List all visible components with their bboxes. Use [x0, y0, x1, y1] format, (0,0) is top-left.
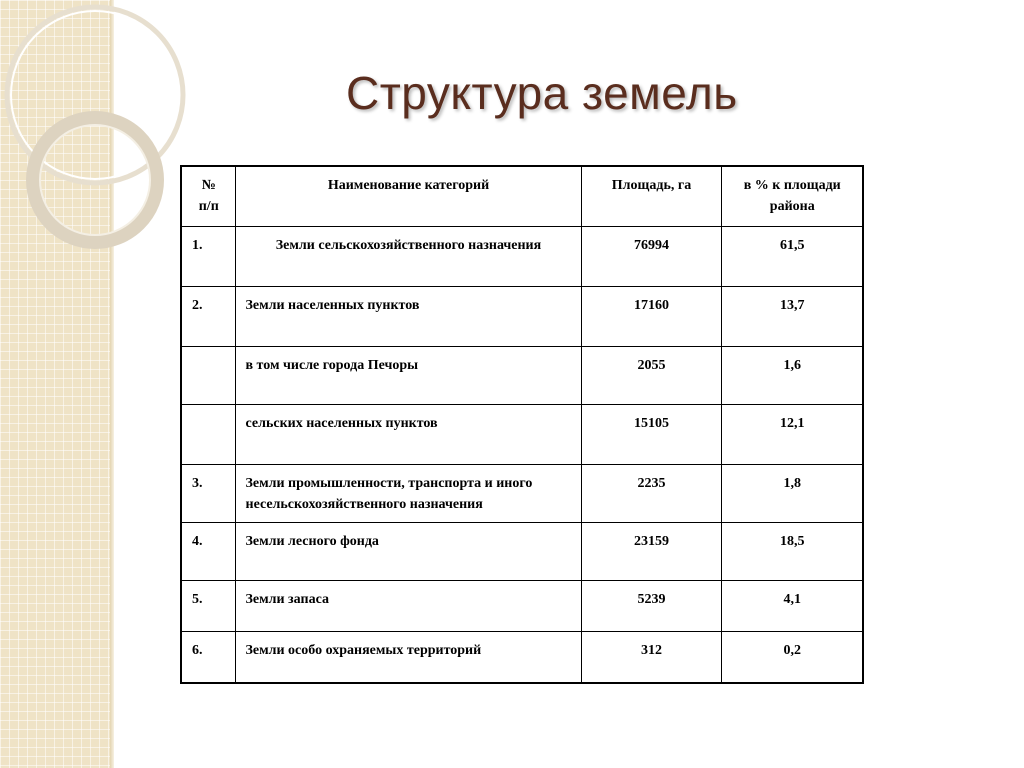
table-row — [181, 581, 863, 632]
table-row — [181, 287, 863, 347]
row-area: 2055 — [581, 347, 721, 405]
row-area: 76994 — [581, 227, 721, 287]
row-area: 2235 — [581, 465, 721, 523]
table-row — [181, 465, 863, 523]
land-structure-table — [180, 165, 864, 684]
row-category-name: Земли населенных пунктов — [235, 287, 581, 347]
row-category-name: Земли запаса — [235, 581, 581, 632]
header-category-name: Наименование категорий — [235, 166, 581, 227]
table-row — [181, 347, 863, 405]
row-category-name: Земли промышленности, транспорта и иного несельскохозяйственного назначения — [235, 465, 581, 523]
row-percent: 18,5 — [721, 523, 863, 581]
row-category-name: Земли лесного фонда — [235, 523, 581, 581]
table-row — [181, 405, 863, 465]
header-number — [181, 166, 235, 227]
row-percent: 1,6 — [721, 347, 863, 405]
decorative-rings — [0, 0, 200, 300]
row-category-name: в том числе города Печоры — [235, 347, 581, 405]
row-percent: 13,7 — [721, 287, 863, 347]
row-area: 15105 — [581, 405, 721, 465]
row-number: 3. — [181, 465, 235, 523]
row-number: 5. — [181, 581, 235, 632]
row-percent: 12,1 — [721, 405, 863, 465]
row-percent: 4,1 — [721, 581, 863, 632]
header-number-line2: п/п — [198, 199, 219, 214]
row-number: 6. — [181, 632, 235, 684]
row-number: 4. — [181, 523, 235, 581]
header-percent: в % к площади района — [721, 166, 863, 227]
table-row — [181, 227, 863, 287]
row-number: 1. — [181, 227, 235, 287]
header-number-line1: № — [201, 178, 216, 193]
table-row — [181, 632, 863, 684]
row-percent: 61,5 — [721, 227, 863, 287]
table-row — [181, 523, 863, 581]
row-area: 5239 — [581, 581, 721, 632]
row-number — [181, 347, 235, 405]
row-category-name: Земли особо охраняемых территорий — [235, 632, 581, 684]
slide-title: Структура земель — [346, 67, 738, 119]
header-area: Площадь, га — [581, 166, 721, 227]
row-percent: 1,8 — [721, 465, 863, 523]
table-header-row — [181, 166, 863, 227]
row-number: 2. — [181, 287, 235, 347]
row-number — [181, 405, 235, 465]
row-area: 23159 — [581, 523, 721, 581]
row-category-name: Земли сельскохозяйственного назначения — [235, 227, 581, 287]
row-percent: 0,2 — [721, 632, 863, 684]
row-category-name: сельских населенных пунктов — [235, 405, 581, 465]
row-area: 312 — [581, 632, 721, 684]
row-area: 17160 — [581, 287, 721, 347]
